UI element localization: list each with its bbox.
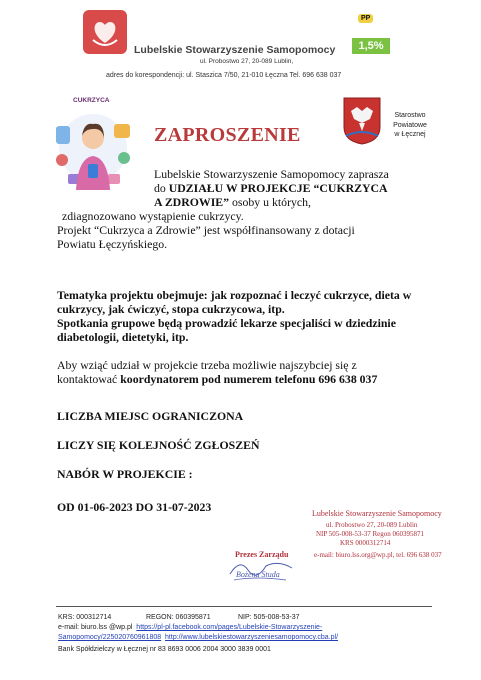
signature-scribble-icon (226, 554, 296, 584)
topics-line-3: Spotkania grupowe będą prowadzić lekarze specjaliści w dziedzinie (57, 316, 396, 330)
stamp-line-3: NIP 505-008-53-37 Regon 060395871 (316, 530, 425, 538)
limited-places-notice: LICZBA MIEJSC OGRANICZONA (57, 409, 244, 423)
topics-line-4: diabetologii, dietetyki, itp. (57, 330, 189, 344)
diabetes-illustration (48, 98, 138, 203)
facebook-link[interactable]: https://pl-pl.facebook.com/pages/Lubelskie-Stowarzyszenie- (136, 624, 323, 631)
footer-email: e-mail: biuro.lss @wp.pl (58, 624, 133, 631)
intro-line-3-text: osoby u których, (229, 195, 311, 209)
organization-name: Lubelskie Stowarzyszenie Samopomocy (134, 44, 336, 56)
intro-line-4: zdiagnozowano wystąpienie cukrzycy. (62, 209, 244, 223)
footer-divider (56, 606, 432, 607)
project-name-part-2: A ZDROWIE” (154, 195, 230, 209)
address-line-2: adres do korespondencji: ul. Staszica 7/50, 21-010 Łęczna Tel. 696 638 037 (106, 72, 342, 79)
footer-nip: NIP: 505-008-53-37 (238, 614, 300, 621)
crest-text-line-1: Starostwo (394, 112, 426, 119)
stamp-line-5: e-mail: biuro.lss.org@wp.pl, tel. 696 638 037 (314, 551, 442, 559)
project-name-part-1: UDZIAŁU W PROJEKCJE “CUKRZYCA (168, 181, 388, 195)
signature: Bożena Studa (236, 570, 280, 579)
county-crest-icon (343, 97, 381, 145)
contact-line-1: Aby wziąć udział w projekcie trzeba możliwie najszybciej się z (57, 358, 357, 372)
one-percent-badge: 1,5% (352, 38, 390, 54)
intro-line-2-text: do (154, 181, 169, 195)
illustration-label: CUKRZYCA (73, 97, 110, 104)
website-link[interactable]: http://www.lubelskiestowarzyszeniesamopomocy.cba.pl/ (165, 634, 339, 641)
intro-line-2 (154, 182, 388, 195)
intro-line-6: Powiatu Łęczyńskiego. (57, 237, 168, 251)
contact-line-2-text: kontaktować (57, 372, 121, 386)
footer-regon: REGON: 060395871 (146, 614, 211, 621)
recruitment-heading: NABÓR W PROJEKCIE : (57, 467, 193, 481)
topics-line-1: Tematyka projektu obejmuje: jak rozpoznać i leczyć cukrzyce, dieta w (57, 288, 412, 302)
footer-bank-account: Bank Spółdzielczy w Łęcznej nr 83 8693 0006 2004 3000 3839 0001 (58, 646, 271, 653)
county-office-name (385, 111, 435, 140)
intro-line-5: Projekt “Cukrzyca a Zdrowie” jest współfinansowany z dotacji (57, 223, 355, 237)
footer-krs: KRS: 000312714 (58, 614, 112, 621)
pp-badge-label: PP (358, 14, 373, 23)
president-label: Prezes Zarządu (235, 550, 289, 559)
coordinator-phone: koordynatorem pod numerem telefonu 696 638 037 (120, 372, 378, 386)
crest-text-line-3: w Łęcznej (394, 131, 426, 138)
stamp-line-2: ul. Probostwo 27, 20-089 Lublin (326, 521, 418, 529)
heart-hands-icon (83, 10, 127, 54)
association-logo (83, 10, 127, 54)
intro-line-1: Lubelskie Stowarzyszenie Samopomocy zaprasza (154, 167, 389, 181)
footer-links-line (58, 634, 338, 641)
address-line-1: ul. Probostwo 27, 20-089 Lublin, (200, 58, 294, 65)
footer-email-line (58, 624, 322, 631)
page-title: ZAPROSZENIE (154, 124, 301, 146)
order-of-application-notice: LICZY SIĘ KOLEJNOŚĆ ZGŁOSZEŃ (57, 438, 260, 452)
stamp-line-1: Lubelskie Stowarzyszenie Samopomocy (312, 509, 442, 518)
contact-line-2 (57, 373, 377, 386)
facebook-link-continued[interactable]: Samopomocy/225020760961808 (58, 634, 162, 641)
stamp-line-4: KRS 0000312714 (340, 539, 391, 547)
crest-text-line-2: Powiatowe (393, 121, 427, 129)
topics-line-2: cukrzycy, jak ćwiczyć, stopa cukrzycowa, itp. (57, 302, 285, 316)
recruitment-dates: OD 01-06-2023 DO 31-07-2023 (57, 500, 212, 514)
intro-line-3 (154, 196, 311, 209)
